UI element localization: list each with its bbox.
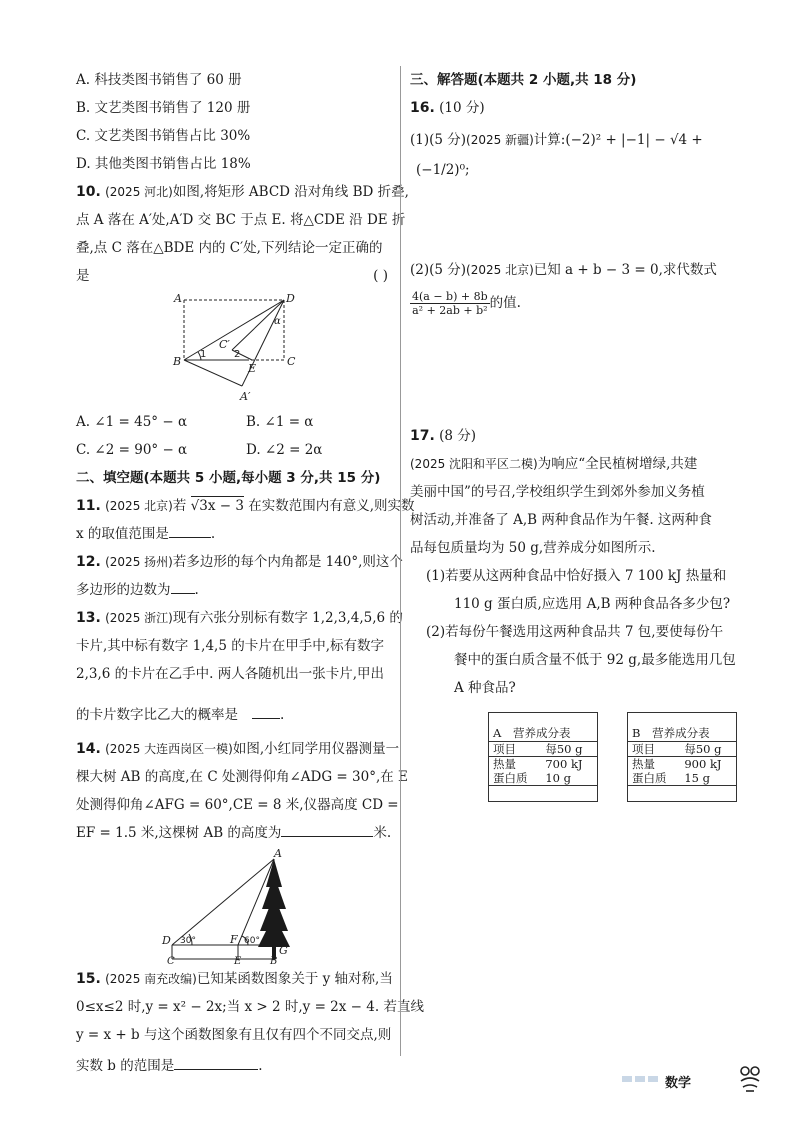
q16-part2-line1 <box>410 256 750 284</box>
q14-angle-30: 30° <box>180 936 196 946</box>
q17-text-3: 树活动,并准备了 A,B 两种食品作为午餐. 这两种食 <box>410 512 712 528</box>
card-a-r2a: 蛋白质 <box>489 771 541 786</box>
card-b-letter: B <box>632 726 641 740</box>
q10-options-row2 <box>76 436 394 464</box>
q12-text-2: 多边形的边数为 <box>76 582 171 598</box>
card-b-r2b: 15 g <box>680 771 736 786</box>
q11-text-pre: 若 <box>172 498 191 514</box>
q9-option-d: D. 其他类图书销售占比 18% <box>76 156 251 172</box>
q14-label-D: D <box>162 934 171 947</box>
q10-label-B: B <box>173 355 182 368</box>
q11-radical: √3x − 3 <box>190 498 244 514</box>
q16-p2-tail: 的值. <box>489 295 521 311</box>
card-b-h1: 项目 <box>628 742 680 757</box>
q9-option-c: C. 文艺类图书销售占比 30% <box>76 128 251 144</box>
q16-p2-prefix: (2)(5 分) <box>410 262 467 278</box>
q15-text-2: 0≤x≤2 时,y = x² − 2x;当 x > 2 时,y = 2x − 4. 若直线 <box>76 999 424 1015</box>
q16-p2-source: (2025 北京) <box>466 263 534 277</box>
section3-title: 三、解答题(本题共 2 小题,共 18 分) <box>410 72 637 88</box>
q10-line1 <box>76 178 409 206</box>
q10-label-Aprime: A′ <box>240 390 251 403</box>
card-b-r1a: 热量 <box>628 757 680 772</box>
q16-header <box>410 94 750 122</box>
q12-text-1: 若多边形的每个内角都是 140°,则这个 <box>172 554 403 570</box>
q16-number: 16. <box>410 100 435 116</box>
q16-p1-text2: (−1/2)⁰; <box>416 162 470 178</box>
q9-option-a: A. 科技类图书销售了 60 册 <box>76 72 242 88</box>
card-b-r1b: 900 kJ <box>680 757 736 772</box>
q14-text-4: EF = 1.5 米,这棵树 AB 的高度为 <box>76 825 282 841</box>
q17-text-4: 品每包质量均为 50 g,营养成分如图所示. <box>410 540 656 556</box>
q17-line1 <box>410 450 750 478</box>
q10-option-a: A. ∠1 = 45° − α <box>76 414 188 430</box>
q17-text-1: 为响应“全民植树增绿,共建 <box>537 456 698 472</box>
right-column <box>410 66 750 702</box>
q16-p1-source: (2025 新疆) <box>466 133 534 147</box>
q11-answer-blank[interactable] <box>169 523 211 538</box>
q17-p2-line2: 餐中的蛋白质含量不低于 92 g,最多能选用几包 <box>454 652 736 668</box>
q10-label-E: E <box>248 362 257 375</box>
q10-label-angle2: 2 <box>234 349 241 360</box>
q14-source: (2025 大连西岗区一模) <box>105 742 233 756</box>
q14-label-A: A <box>274 847 282 860</box>
card-a-title: 营养成分表 <box>512 726 571 740</box>
card-a-r2b: 10 g <box>541 771 597 786</box>
q11-line2: x 的取值范围是 . <box>76 520 394 548</box>
card-b-h2: 每50 g <box>680 742 736 757</box>
q10-option-b: B. ∠1 = α <box>246 414 314 430</box>
q16-p2-frac-den: a² + 2ab + b² <box>412 304 488 317</box>
q17-score: (8 分) <box>439 428 477 444</box>
q17-source: (2025 沈阳和平区二模) <box>410 457 538 471</box>
q10-label-Cprime: C′ <box>219 338 230 351</box>
q16-part1-line1 <box>410 126 750 154</box>
card-a-header <box>489 725 597 741</box>
q10-text-1: 如图,将矩形 ABCD 沿对角线 BD 折叠, <box>172 184 409 200</box>
q14-answer-blank[interactable] <box>281 822 373 837</box>
q11-text-2: x 的取值范围是 <box>76 526 169 542</box>
q15-number: 15. <box>76 971 101 987</box>
q13-answer-blank[interactable] <box>252 688 280 719</box>
q17-p1-line1: (1)若要从这两种食品中恰好摄入 7 100 kJ 热量和 <box>426 568 727 584</box>
q15-text-1: 已知某函数图象关于 y 轴对称,当 <box>196 971 393 987</box>
q10-line4 <box>76 262 394 290</box>
q10-text-3: 叠,点 C 落在△BDE 内的 C′处,下列结论一定正确的 <box>76 240 383 256</box>
q16-p2-fraction <box>410 290 490 317</box>
q13-number: 13. <box>76 610 101 626</box>
q10-option-c: C. ∠2 = 90° − α <box>76 442 188 458</box>
card-a-r1b: 700 kJ <box>541 757 597 772</box>
q10-text-2: 点 A 落在 A′处,A′D 交 BC 于点 E. 将△CDE 沿 DE 折 <box>76 212 406 228</box>
q10-figure <box>76 290 394 408</box>
q10-label-alpha: α <box>274 316 281 327</box>
q17-number: 17. <box>410 428 435 444</box>
q14-label-G: G <box>279 944 288 957</box>
card-b-r2a: 蛋白质 <box>628 771 680 786</box>
q17-p1-line2: 110 g 蛋白质,应选用 A,B 两种食品各多少包? <box>454 596 731 612</box>
q17-header <box>410 422 750 450</box>
q15-text-4: 实数 b 的范围是 <box>76 1058 175 1074</box>
q14-angle-60: 60° <box>244 936 260 946</box>
card-a-r1a: 热量 <box>489 757 541 772</box>
publisher-logo-icon <box>738 1063 762 1093</box>
q16-p1-prefix: (1)(5 分) <box>410 132 467 148</box>
q10-label-A: A <box>174 292 182 305</box>
q15-line4: 实数 b 的范围是 . <box>76 1049 394 1083</box>
footer-decoration-icon <box>622 1074 660 1084</box>
q15-source: (2025 南充改编) <box>105 972 197 986</box>
q14-figure-wrap <box>76 847 394 965</box>
q12-source: (2025 扬州) <box>105 555 173 569</box>
q11-number: 11. <box>76 498 101 514</box>
q14-text-2: 棵大树 AB 的高度,在 C 处测得仰角∠ADG = 30°,在 E <box>76 769 408 785</box>
q14-line4 <box>76 819 394 847</box>
q12-line1 <box>76 548 403 576</box>
q10-label-C: C <box>287 355 296 368</box>
q13-text-3: 2,3,6 的卡片在乙手中. 两人各随机出一张卡片,甲出 <box>76 666 385 682</box>
q13-line4: 的卡片数字比乙大的概率是 . <box>76 688 394 733</box>
q16-p2-frac-num: 4(a − b) + 8b <box>412 290 488 303</box>
q14-unit: 米. <box>373 825 392 841</box>
q10-source: (2025 河北) <box>105 185 173 199</box>
q11-line1 <box>76 492 415 520</box>
nutrition-card-b <box>627 712 737 802</box>
q11-source: (2025 北京) <box>105 499 173 513</box>
q16-score: (10 分) <box>439 100 485 116</box>
nutrition-card-a <box>488 712 598 802</box>
q10-number: 10. <box>76 184 101 200</box>
q16-p2-work-space <box>410 322 750 422</box>
card-a-h1: 项目 <box>489 742 541 757</box>
q16-p2-text: 已知 a + b − 3 = 0,求代数式 <box>533 262 717 278</box>
card-b-title: 营养成分表 <box>652 726 710 740</box>
q14-line1 <box>76 735 400 763</box>
q14-label-E: E <box>234 956 242 965</box>
q14-label-B: B <box>270 956 278 965</box>
q14-text-3: 处测得仰角∠AFG = 60°,CE = 8 米,仪器高度 CD = <box>76 797 399 813</box>
q13-text-2: 卡片,其中标有数字 1,4,5 的卡片在甲手中,标有数字 <box>76 638 385 654</box>
q15-text-3: y = x + b 与这个函数图象有且仅有四个不同交点,则 <box>76 1027 392 1043</box>
footer-subject: 数学 <box>665 1076 692 1091</box>
q14-label-F: F <box>230 933 238 946</box>
card-b-header <box>628 725 736 741</box>
q14-number: 14. <box>76 741 101 757</box>
q13-text-1: 现有六张分别标有数字 1,2,3,4,5,6 的 <box>172 610 403 626</box>
q10-option-d: D. ∠2 = 2α <box>246 442 323 458</box>
card-a-table <box>489 741 597 786</box>
q10-options-row1 <box>76 408 394 436</box>
card-a-h2: 每50 g <box>541 742 597 757</box>
q16-p1-text: 计算:(−2)² + |−1| − √4 + <box>533 132 703 148</box>
q11-text-post: 在实数范围内有意义,则实数 <box>243 498 415 514</box>
card-b-table <box>628 741 736 786</box>
q15-answer-blank[interactable] <box>174 1055 258 1070</box>
q13-line1 <box>76 604 403 632</box>
q10-text-4: 是 <box>76 268 90 284</box>
q17-p2-line1: (2)若每份午餐选用这两种食品共 7 包,要使每份午 <box>426 624 724 640</box>
column-divider <box>400 66 401 1056</box>
q10-label-D: D <box>286 292 295 305</box>
q10-label-angle1: 1 <box>200 349 207 360</box>
q17-text-2: 美丽中国”的号召,学校组织学生到郊外参加义务植 <box>410 484 705 500</box>
q15-line1 <box>76 965 394 993</box>
q13-source: (2025 浙江) <box>105 611 173 625</box>
q16-p1-work-space <box>410 186 750 256</box>
q9-option-b: B. 文艺类图书销售了 120 册 <box>76 100 251 116</box>
q12-answer-blank[interactable] <box>171 579 195 594</box>
q16-part2-line2 <box>410 284 750 322</box>
q17-p2-line3: A 种食品? <box>454 680 516 696</box>
q14-figure <box>76 847 394 965</box>
q10-figure-wrap <box>76 290 394 408</box>
q12-line2: 多边形的边数为 . <box>76 576 394 604</box>
section2-title: 二、填空题(本题共 5 小题,每小题 3 分,共 15 分) <box>76 470 381 486</box>
q12-number: 12. <box>76 554 101 570</box>
card-a-letter: A <box>493 726 502 740</box>
q14-label-C: C <box>167 956 175 965</box>
q14-text-1: 如图,小红同学用仪器测量一 <box>232 741 400 757</box>
q13-text-4: 的卡片数字比乙大的概率是 <box>76 707 238 723</box>
q10-answer-paren: ( ) <box>373 268 388 284</box>
